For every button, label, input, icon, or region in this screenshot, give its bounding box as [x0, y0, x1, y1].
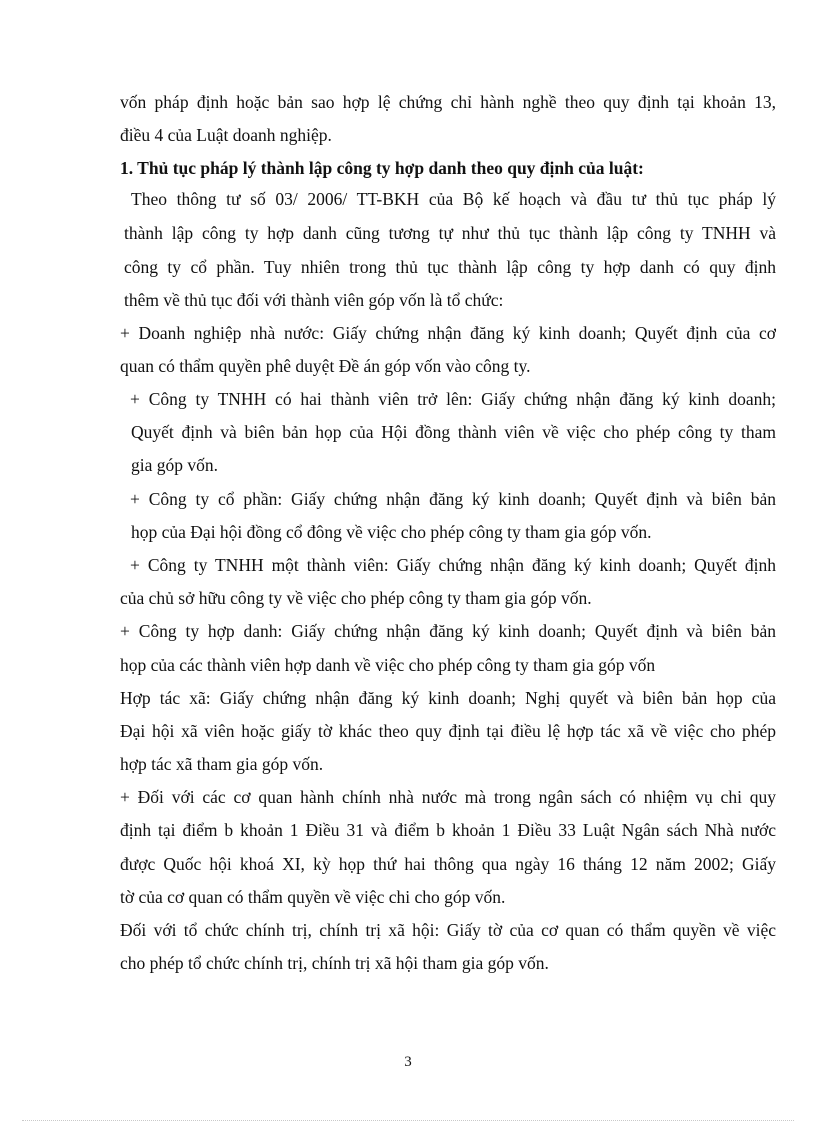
- text-line-15: + Công ty TNHH một thành viên: Giấy chứng nhận đăng ký kinh doanh; Quyết định: [130, 555, 776, 575]
- text-line-21: hợp tác xã tham gia góp vốn.: [120, 754, 324, 774]
- text-line-18: họp của các thành viên hợp danh về việc cho phép công ty tham gia góp vốn: [120, 655, 656, 675]
- text-line-6: công ty cổ phần. Tuy nhiên trong thủ tục thành lập công ty hợp danh có quy định: [124, 257, 776, 277]
- text-line-7: thêm về thủ tục đối với thành viên góp vốn là tổ chức:: [124, 290, 504, 310]
- text-line-13: + Công ty cổ phần: Giấy chứng nhận đăng ký kinh doanh; Quyết định và biên bản: [130, 489, 776, 509]
- text-line-8: + Doanh nghiệp nhà nước: Giấy chứng nhận đăng ký kinh doanh; Quyết định của cơ: [120, 323, 776, 343]
- text-line-26: Đối với tổ chức chính trị, chính trị xã hội: Giấy tờ của cơ quan có thẩm quyền về việc: [120, 920, 776, 940]
- text-line-24: được Quốc hội khoá XI, kỳ họp thứ hai thông qua ngày 16 tháng 12 năm 2002; Giấy: [120, 854, 776, 874]
- text-line-19: Hợp tác xã: Giấy chứng nhận đăng ký kinh doanh; Nghị quyết và biên bản họp của: [120, 688, 776, 708]
- text-line-2: điều 4 của Luật doanh nghiệp.: [120, 125, 332, 145]
- text-line-14: họp của Đại hội đồng cổ đông về việc cho phép công ty tham gia góp vốn.: [131, 522, 652, 542]
- page-number: 3: [404, 1054, 412, 1070]
- section-heading: 1. Thủ tục pháp lý thành lập công ty hợp danh theo quy định của luật:: [120, 158, 644, 178]
- text-line-22: + Đối với các cơ quan hành chính nhà nước mà trong ngân sách có nhiệm vụ chi quy: [120, 787, 776, 807]
- text-line-4: Theo thông tư số 03/ 2006/ TT-BKH của Bộ kế hoạch và đầu tư thủ tục pháp lý: [131, 189, 776, 209]
- text-line-11: Quyết định và biên bản họp của Hội đồng thành viên về việc cho phép công ty tham: [131, 422, 776, 442]
- text-line-16: của chủ sở hữu công ty về việc cho phép công ty tham gia góp vốn.: [120, 588, 592, 608]
- page-bottom-divider: [22, 1120, 794, 1121]
- text-line-20: Đại hội xã viên hoặc giấy tờ khác theo quy định tại điều lệ hợp tác xã về việc cho phép: [120, 721, 776, 741]
- text-line-1: vốn pháp định hoặc bản sao hợp lệ chứng chỉ hành nghề theo quy định tại khoản 13,: [120, 92, 776, 112]
- text-line-5: thành lập công ty hợp danh cũng tương tự như thủ tục thành lập công ty TNHH và: [124, 223, 776, 243]
- text-line-27: cho phép tổ chức chính trị, chính trị xã hội tham gia góp vốn.: [120, 953, 549, 973]
- text-line-23: định tại điểm b khoản 1 Điều 31 và điểm b khoản 1 Điều 33 Luật Ngân sách Nhà nước: [120, 820, 776, 840]
- text-line-25: tờ của cơ quan có thẩm quyền về việc chi cho góp vốn.: [120, 887, 506, 907]
- text-line-12: gia góp vốn.: [131, 455, 219, 475]
- text-line-10: + Công ty TNHH có hai thành viên trở lên: Giấy chứng nhận đăng ký kinh doanh;: [130, 389, 776, 409]
- text-line-17: + Công ty hợp danh: Giấy chứng nhận đăng ký kinh doanh; Quyết định và biên bản: [120, 621, 776, 641]
- text-line-9: quan có thẩm quyền phê duyệt Đề án góp vốn vào công ty.: [120, 356, 531, 376]
